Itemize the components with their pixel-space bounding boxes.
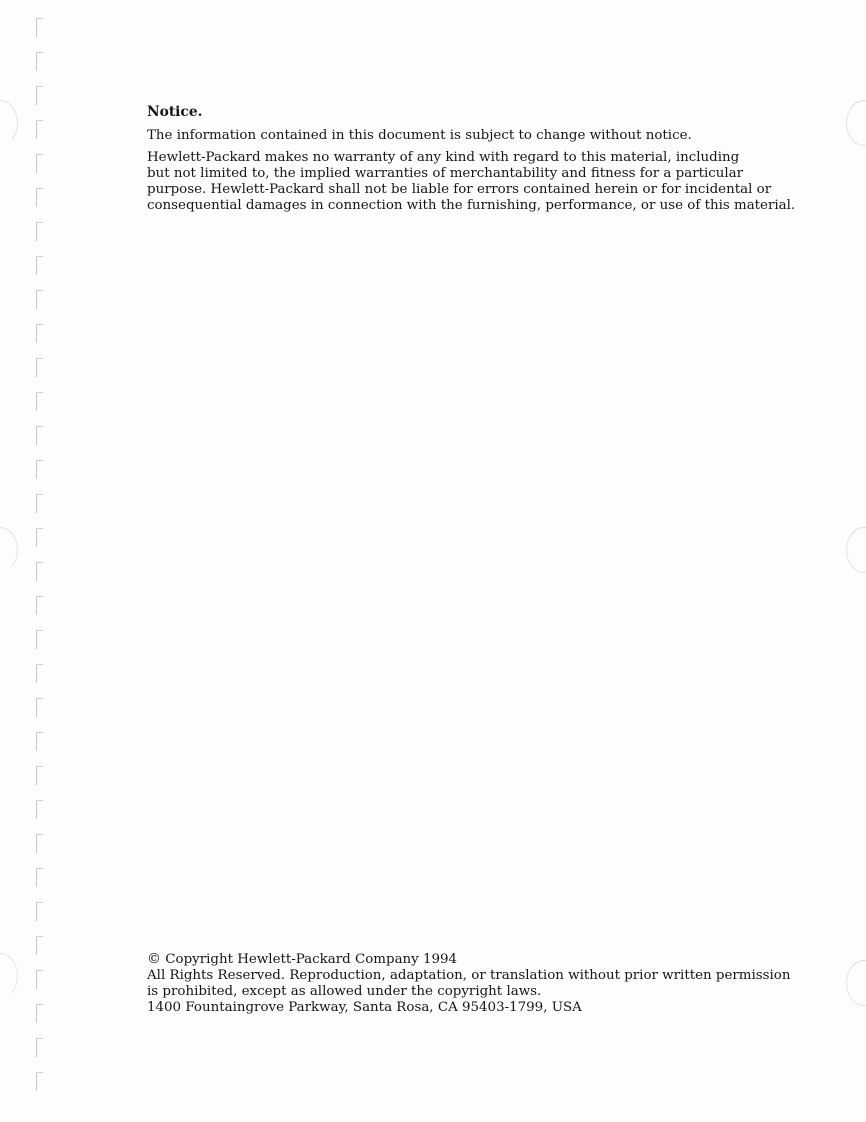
binding-tick: [36, 834, 43, 853]
binding-tick: [36, 460, 43, 479]
punch-hole-shadow: [0, 527, 18, 573]
binding-tick: [36, 358, 43, 377]
punch-hole-shadow: [0, 953, 18, 999]
binding-tick: [36, 732, 43, 751]
binding-tick: [36, 528, 43, 547]
copyright-law-line: is prohibited, except as allowed under the copyright laws.: [147, 984, 542, 999]
binding-tick: [36, 800, 43, 819]
company-address: 1400 Fountaingrove Parkway, Santa Rosa, CA 95403-1799, USA: [147, 1000, 582, 1015]
binding-tick: [36, 290, 43, 309]
binding-tick: [36, 970, 43, 989]
notice-heading: Notice.: [147, 104, 203, 120]
punch-hole-shadow: [0, 100, 18, 146]
notice-section: [147, 104, 797, 220]
binding-tick: [36, 902, 43, 921]
binding-tick: [36, 698, 43, 717]
binding-tick: [36, 630, 43, 649]
binding-tick: [36, 596, 43, 615]
binding-tick: [36, 766, 43, 785]
copyright-section: [147, 951, 807, 1016]
warranty-line: but not limited to, the implied warranties of merchantability and fitness for a particular: [147, 166, 744, 181]
binding-tick: [36, 426, 43, 445]
punch-hole-shadow: [846, 100, 866, 146]
binding-tick: [36, 1004, 43, 1023]
binding-tick: [36, 120, 43, 139]
warranty-line: consequential damages in connection with the furnishing, performance, or use of this material.: [147, 198, 796, 213]
copyright-holder: Copyright Hewlett-Packard Company 1994: [161, 952, 458, 967]
binding-tick: [36, 18, 43, 37]
binding-tick: [36, 188, 43, 207]
binding-tick: [36, 52, 43, 71]
binding-tick: [36, 392, 43, 411]
binding-tick: [36, 936, 43, 955]
notice-paragraph-warranty: [147, 150, 797, 214]
warranty-line: Hewlett-Packard makes no warranty of any kind with regard to this material, including: [147, 150, 740, 165]
binding-tick: [36, 222, 43, 241]
binding-tick: [36, 868, 43, 887]
binding-tick: [36, 562, 43, 581]
binding-tick: [36, 494, 43, 513]
binding-tick: [36, 86, 43, 105]
binding-tick: [36, 1038, 43, 1057]
binding-tick: [36, 256, 43, 275]
binding-edge-marks: [36, 18, 46, 1098]
punch-hole-shadow: [846, 527, 866, 573]
binding-tick: [36, 664, 43, 683]
copyright-statement: [147, 951, 807, 968]
rights-reserved-line: All Rights Reserved. Reproduction, adaptation, or translation without prior written permission: [147, 968, 791, 983]
binding-tick: [36, 1072, 43, 1091]
punch-hole-shadow: [846, 960, 866, 1006]
copyright-icon: ©: [147, 951, 161, 967]
notice-paragraph-change: The information contained in this document is subject to change without notice.: [147, 128, 692, 143]
warranty-line: purpose. Hewlett-Packard shall not be liable for errors contained herein or for incidental or: [147, 182, 772, 197]
binding-tick: [36, 154, 43, 173]
binding-tick: [36, 324, 43, 343]
